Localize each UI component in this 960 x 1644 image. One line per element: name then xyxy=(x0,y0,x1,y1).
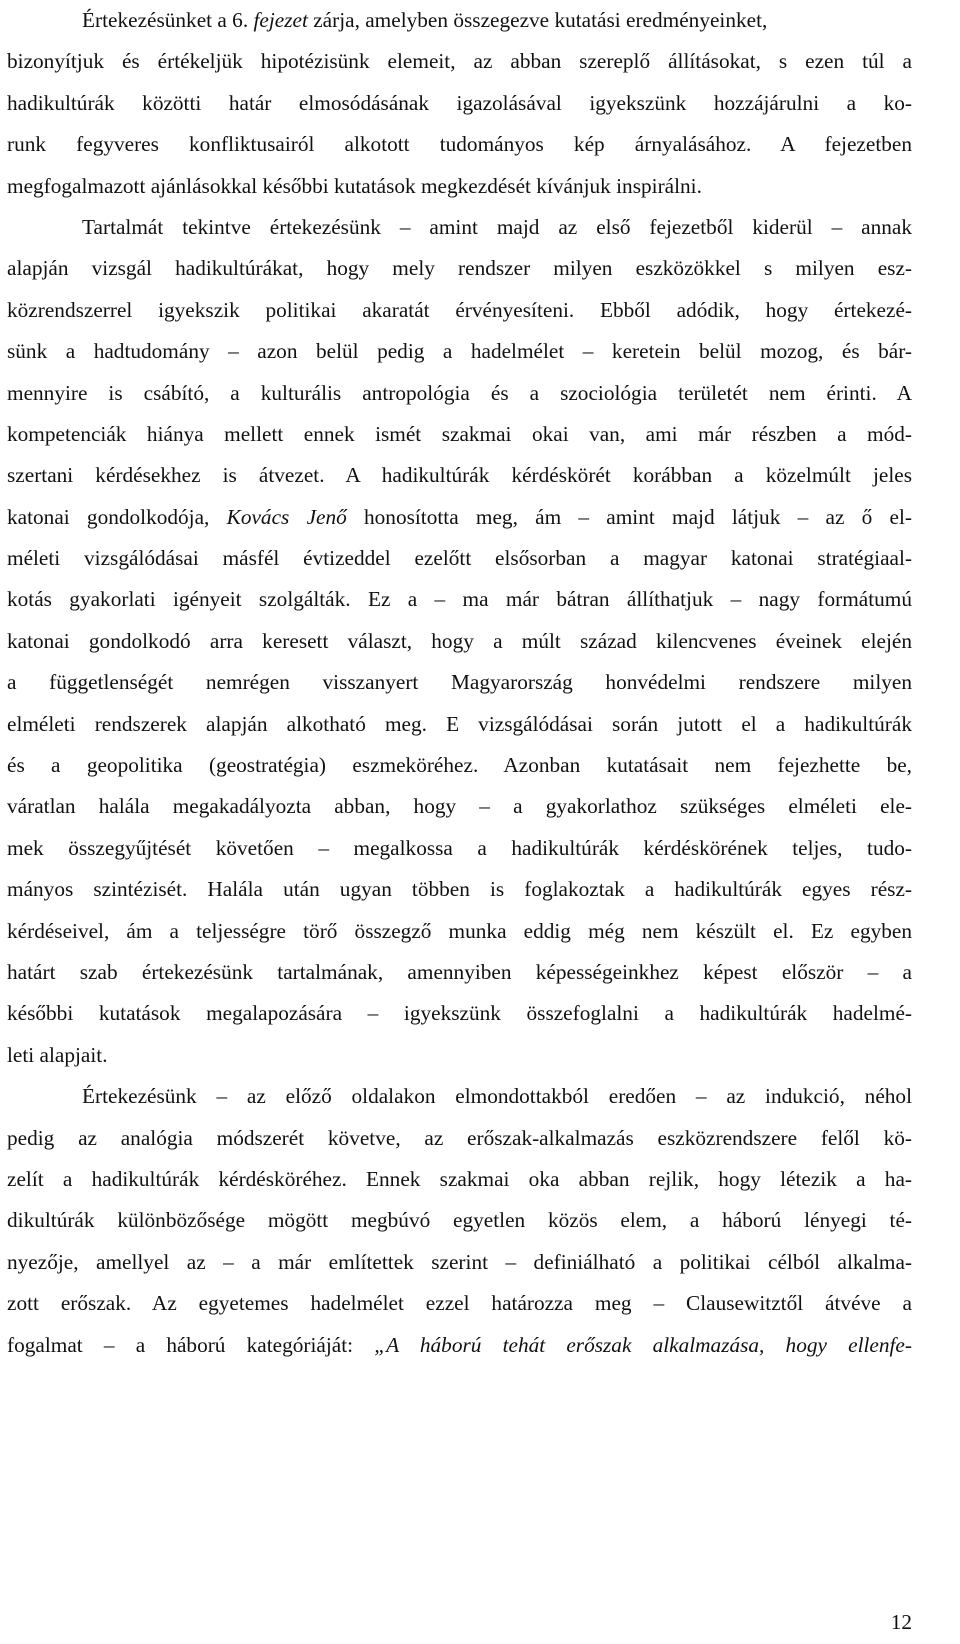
text-segment: kompetenciák hiánya mellett ennek ismét szakmai okai van, ami már részben a mód- xyxy=(7,421,912,446)
text-line xyxy=(7,414,912,455)
text-line xyxy=(7,373,912,414)
text-line xyxy=(7,828,912,869)
text-line xyxy=(7,704,912,745)
text-line xyxy=(7,124,912,165)
text-line xyxy=(7,497,912,538)
text-segment: leti alapjait. xyxy=(7,1042,108,1067)
text-line xyxy=(7,331,912,372)
text-line xyxy=(7,621,912,662)
text-segment: közrendszerrel igyekszik politikai akaratát érvényesíteni. Ebből adódik, hogy értekezé- xyxy=(7,297,912,322)
text-line xyxy=(7,1159,912,1200)
text-line xyxy=(7,745,912,786)
text-line xyxy=(7,1200,912,1241)
text-segment: pedig az analógia módszerét követve, az erőszak-alkalmazás eszközrendszere felől kö- xyxy=(7,1125,912,1150)
text-segment: bizonyítjuk és értékeljük hipotézisünk elemeit, az abban szereplő állításokat, s ezen túl a xyxy=(7,49,912,74)
text-segment: elméleti rendszerek alapján alkotható meg. E vizsgálódásai során jutott el a hadikultúrák xyxy=(7,711,912,736)
text-line xyxy=(7,1325,912,1366)
italic-text: Kovács Jenő xyxy=(226,504,347,529)
text-line xyxy=(7,1242,912,1283)
text-segment: Értekezésünk – az előző oldalakon elmondottakból eredően – az indukció, néhol xyxy=(82,1084,912,1109)
text-line xyxy=(7,911,912,952)
text-segment: hadikultúrák közötti határ elmosódásának igazolásával igyekszünk hozzájárulni a ko- xyxy=(7,90,912,115)
text-line xyxy=(7,1283,912,1324)
text-line xyxy=(7,0,912,41)
text-line xyxy=(7,455,912,496)
text-line xyxy=(7,869,912,910)
text-segment: kérdéseivel, ám a teljességre törő összegző munka eddig még nem készült el. Ez egyben xyxy=(7,918,912,943)
text-segment: katonai gondolkodó arra keresett választ, hogy a múlt század kilencvenes éveinek elején xyxy=(7,628,912,653)
text-segment: katonai gondolkodója, xyxy=(7,504,227,529)
italic-text: „A háború tehát erőszak alkalmazása, hogy ellenfe- xyxy=(374,1332,912,1357)
text-line xyxy=(7,538,912,579)
body-text xyxy=(7,0,912,1366)
text-segment: későbbi kutatások megalapozására – igyekszünk összefoglalni a hadikultúrák hadelmé- xyxy=(7,1001,912,1026)
text-segment: kotás gyakorlati igényeit szolgálták. Ez a – ma már bátran állíthatjuk – nagy formátumú xyxy=(7,587,912,612)
page-number: 12 xyxy=(890,1610,912,1634)
text-segment: Tartalmát tekintve értekezésünk – amint majd az első fejezetből kiderül – annak xyxy=(82,214,912,239)
text-line xyxy=(7,248,912,289)
text-line xyxy=(7,166,912,207)
text-segment: fogalmat – a háború kategóriáját: xyxy=(7,1332,375,1357)
text-segment: nyezője, amellyel az – a már említettek szerint – definiálható a politikai célból alkalma- xyxy=(7,1249,912,1274)
text-line xyxy=(7,290,912,331)
text-line xyxy=(7,579,912,620)
text-line xyxy=(7,662,912,703)
text-segment: honosította meg, ám – amint majd látjuk – az ő el- xyxy=(346,504,912,529)
text-segment: a függetlenségét nemrégen visszanyert Magyarország honvédelmi rendszere milyen xyxy=(7,670,912,695)
text-segment: szertani kérdésekhez is átvezet. A hadikultúrák kérdéskörét korábban a közelmúlt jeles xyxy=(7,463,912,488)
text-segment: alapján vizsgál hadikultúrákat, hogy mely rendszer milyen eszközökkel s milyen esz- xyxy=(7,256,912,281)
text-line xyxy=(7,952,912,993)
text-line xyxy=(7,41,912,82)
text-segment: és a geopolitika (geostratégia) eszmeköréhez. Azonban kutatásait nem fejezhette be, xyxy=(7,753,912,778)
text-segment: zárja, amelyben összegezve kutatási eredményeinket, xyxy=(307,8,768,32)
text-segment: zelít a hadikultúrák kérdésköréhez. Ennek szakmai oka abban rejlik, hogy létezik a ha- xyxy=(7,1166,912,1191)
italic-text: fejezet xyxy=(253,8,308,32)
text-segment: Értekezésünket a 6. xyxy=(82,8,254,32)
text-line xyxy=(7,786,912,827)
text-segment: runk fegyveres konfliktusairól alkotott tudományos kép árnyalásához. A fejezetben xyxy=(7,132,912,157)
text-segment: megfogalmazott ajánlásokkal későbbi kutatások megkezdését kívánjuk inspirálni. xyxy=(7,173,702,198)
text-segment: dikultúrák különbözősége mögött megbúvó egyetlen közös elem, a háború lényegi té- xyxy=(7,1208,912,1233)
text-segment: méleti vizsgálódásai másfél évtizeddel ezelőtt elsősorban a magyar katonai stratégiaal- xyxy=(7,546,912,571)
text-segment: mányos szintézisét. Halála után ugyan többen is foglakoztak a hadikultúrák egyes rész- xyxy=(7,877,912,902)
text-line xyxy=(7,207,912,248)
text-segment: zott erőszak. Az egyetemes hadelmélet ezzel határozza meg – Clausewitztől átvéve a xyxy=(7,1291,912,1316)
text-line xyxy=(7,1118,912,1159)
text-segment: mek összegyűjtését követően – megalkossa a hadikultúrák kérdéskörének teljes, tudo- xyxy=(7,835,912,860)
text-segment: határt szab értekezésünk tartalmának, amennyiben képességeinkhez képest először – a xyxy=(7,959,912,984)
text-segment: sünk a hadtudomány – azon belül pedig a hadelmélet – keretein belül mozog, és bár- xyxy=(7,339,912,364)
text-line xyxy=(7,1076,912,1117)
text-segment: váratlan halála megakadályozta abban, hogy – a gyakorlathoz szükséges elméleti ele- xyxy=(7,794,912,819)
text-line xyxy=(7,1035,912,1076)
text-line xyxy=(7,83,912,124)
text-segment: mennyire is csábító, a kulturális antropológia és a szociológia területét nem érinti. A xyxy=(7,380,912,405)
text-line xyxy=(7,993,912,1034)
